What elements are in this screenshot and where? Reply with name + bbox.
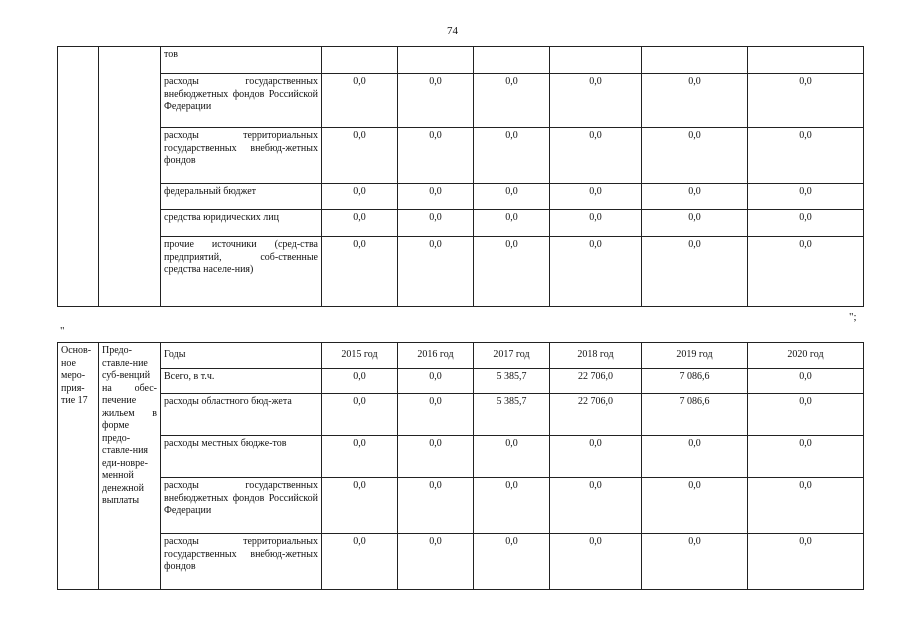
value-cell: 0,0 <box>474 237 550 307</box>
value-cell: 0,0 <box>642 478 748 534</box>
value-cell: 0,0 <box>748 237 864 307</box>
value-cell: 0,0 <box>550 534 642 590</box>
header-year: 2020 год <box>748 343 864 369</box>
value-cell: 0,0 <box>474 128 550 184</box>
header-year: 2019 год <box>642 343 748 369</box>
value-cell: 0,0 <box>642 436 748 478</box>
row-label: расходы государственных внебюджетных фондов Российской Федерации <box>161 478 322 534</box>
value-cell: 22 706,0 <box>550 369 642 394</box>
financing-table-measure-17 <box>57 342 864 590</box>
value-cell: 0,0 <box>642 184 748 210</box>
value-cell: 0,0 <box>474 74 550 128</box>
table-row <box>58 237 864 307</box>
value-cell: 0,0 <box>748 74 864 128</box>
value-cell: 0,0 <box>398 74 474 128</box>
value-cell: 0,0 <box>550 128 642 184</box>
measure-description-cell: Предо-ставле-ние суб-венций на обес-печение жильем в форме предо-ставле-ния еди-новре-менной денежной выплаты <box>99 343 161 590</box>
value-cell: 22 706,0 <box>550 394 642 436</box>
row-label: средства юридических лиц <box>161 210 322 237</box>
header-years-label: Годы <box>161 343 322 369</box>
row-label: расходы территориальных государственных внебюд-жетных фондов <box>161 534 322 590</box>
value-cell: 0,0 <box>398 478 474 534</box>
value-cell: 0,0 <box>322 128 398 184</box>
value-cell: 0,0 <box>474 184 550 210</box>
value-cell: 0,0 <box>642 237 748 307</box>
value-cell: 0,0 <box>398 237 474 307</box>
table-row <box>58 210 864 237</box>
value-cell: 0,0 <box>748 478 864 534</box>
value-cell: 0,0 <box>748 394 864 436</box>
row-label: расходы государственных внебюджетных фондов Российской Федерации <box>161 74 322 128</box>
value-cell: 0,0 <box>322 184 398 210</box>
value-cell: 0,0 <box>550 237 642 307</box>
table-row <box>58 436 864 478</box>
value-cell: 0,0 <box>550 478 642 534</box>
value-cell: 0,0 <box>748 534 864 590</box>
table-row <box>58 128 864 184</box>
value-cell: 0,0 <box>474 478 550 534</box>
value-cell <box>398 47 474 74</box>
value-cell: 0,0 <box>398 534 474 590</box>
table-row <box>58 478 864 534</box>
row-label: расходы территориальных государственных внебюд-жетных фондов <box>161 128 322 184</box>
value-cell: 0,0 <box>322 534 398 590</box>
measure-name-cell: Основ-ное меро-прия-тие 17 <box>58 343 99 590</box>
header-year: 2018 год <box>550 343 642 369</box>
value-cell <box>748 47 864 74</box>
value-cell: 0,0 <box>748 184 864 210</box>
row-label: расходы местных бюдже-тов <box>161 436 322 478</box>
value-cell: 0,0 <box>322 237 398 307</box>
value-cell <box>322 47 398 74</box>
row-label: прочие источники (сред-ства предприятий, соб-ственные средства населе-ния) <box>161 237 322 307</box>
value-cell: 0,0 <box>398 210 474 237</box>
value-cell: 0,0 <box>642 534 748 590</box>
value-cell: 0,0 <box>322 436 398 478</box>
table-row <box>58 369 864 394</box>
value-cell: 0,0 <box>550 74 642 128</box>
value-cell: 7 086,6 <box>642 394 748 436</box>
value-cell: 0,0 <box>642 128 748 184</box>
row-label: тов <box>161 47 322 74</box>
value-cell: 0,0 <box>322 369 398 394</box>
value-cell: 0,0 <box>748 369 864 394</box>
table-row <box>58 74 864 128</box>
value-cell <box>474 47 550 74</box>
value-cell: 0,0 <box>550 210 642 237</box>
value-cell: 0,0 <box>322 210 398 237</box>
header-year: 2015 год <box>322 343 398 369</box>
value-cell: 0,0 <box>322 74 398 128</box>
value-cell <box>550 47 642 74</box>
value-cell: 0,0 <box>550 184 642 210</box>
value-cell: 0,0 <box>748 210 864 237</box>
row-label: федеральный бюджет <box>161 184 322 210</box>
value-cell: 0,0 <box>322 394 398 436</box>
row-label: расходы областного бюд-жета <box>161 394 322 436</box>
value-cell: 0,0 <box>398 394 474 436</box>
row-label: Всего, в т.ч. <box>161 369 322 394</box>
value-cell: 0,0 <box>748 128 864 184</box>
value-cell: 0,0 <box>748 436 864 478</box>
value-cell: 0,0 <box>474 436 550 478</box>
table-header-row <box>58 343 864 369</box>
value-cell: 0,0 <box>398 369 474 394</box>
table-row <box>58 184 864 210</box>
financing-table-continued <box>57 46 864 307</box>
closing-quote: "; <box>849 311 857 323</box>
value-cell: 5 385,7 <box>474 369 550 394</box>
page-number: 74 <box>447 25 458 37</box>
value-cell: 0,0 <box>642 210 748 237</box>
value-cell: 7 086,6 <box>642 369 748 394</box>
table-row <box>58 394 864 436</box>
header-year: 2017 год <box>474 343 550 369</box>
value-cell: 0,0 <box>550 436 642 478</box>
table-cell-empty <box>99 47 161 307</box>
table-row <box>58 47 864 74</box>
value-cell: 0,0 <box>398 436 474 478</box>
header-year: 2016 год <box>398 343 474 369</box>
opening-quote: " <box>60 325 65 337</box>
value-cell: 0,0 <box>474 210 550 237</box>
value-cell <box>642 47 748 74</box>
value-cell: 0,0 <box>474 534 550 590</box>
value-cell: 0,0 <box>642 74 748 128</box>
value-cell: 5 385,7 <box>474 394 550 436</box>
value-cell: 0,0 <box>322 478 398 534</box>
table-cell-empty <box>58 47 99 307</box>
table-row <box>58 534 864 590</box>
value-cell: 0,0 <box>398 128 474 184</box>
value-cell: 0,0 <box>398 184 474 210</box>
